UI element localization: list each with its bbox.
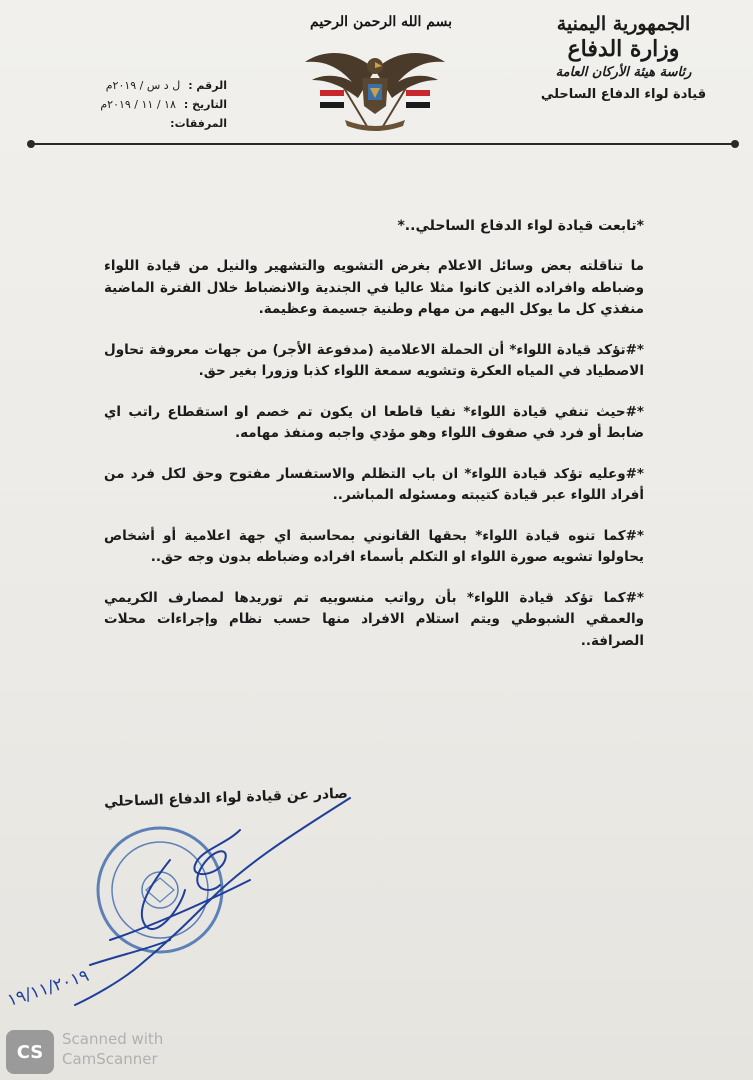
org-general-staff: رئاسة هيئة الأركان العامة xyxy=(555,65,692,80)
paragraph-1: ما تناقلته بعض وسائل الاعلام بغرض التشويه والتشهير والنيل من قيادة اللواء وضباطه وافراده الذين كانوا مثلا عاليا في الجندية والانضباط خلال الفترة الماضية منفذي كل ما يوكل اليهم من مهام وطنية جسيمة وعظيمة. xyxy=(104,258,644,317)
yemen-eagle-emblem xyxy=(300,40,450,136)
org-republic-name: الجمهورية اليمنية xyxy=(556,13,691,35)
paragraph-6: *#كما تؤكد قيادة اللواء* بأن رواتب منسوبيه تم توريدها لمصارف الكريمي والعمقي الشبوطي ويتم استلام الافراد منها حسب نظام وإجراءات محلات الصرافة.. xyxy=(104,589,644,649)
camscanner-logo-icon: CS xyxy=(6,1030,54,1074)
watermark-line-1: Scanned with xyxy=(62,1030,164,1048)
camscanner-watermark-text xyxy=(62,1029,163,1069)
divider-left-dot xyxy=(27,140,35,148)
paragraph-4: *#وعليه تؤكد قيادة اللواء* ان باب التظلم والاستفسار مفتوح وحق لكل فرد من أفراد اللواء عبر قيادة كتيبته ومسئوله المباشر.. xyxy=(104,465,644,503)
divider-right-dot xyxy=(731,140,739,148)
letter-opening-line: *تابعت قيادة لواء الدفاع الساحلي..* xyxy=(397,218,644,234)
basmala-heading: بسم الله الرحمن الرحيم xyxy=(310,14,452,30)
stamp-and-signature xyxy=(4,790,380,1020)
ref-number-row xyxy=(22,76,227,95)
ref-date-value: ١٨ / ١١ / ٢٠١٩م xyxy=(100,98,176,111)
ref-attachments-row xyxy=(22,114,227,133)
paragraph-3: *#حيث تنفي قيادة اللواء* نفيا قاطعا ان يكون تم خصم او استقطاع راتب اي ضابط أو فرد في صفوف اللواء وهو مؤدي واجبه ومنفذ مهامه. xyxy=(104,403,644,441)
watermark-line-2: CamScanner xyxy=(62,1050,158,1068)
paragraph-5: *#كما تنوه قيادة اللواء* بحقها القانوني بمحاسبة اي جهة اعلامية أو أشخاص يحاولوا تشويه صورة اللواء او التكلم بأسماء افراده وضباطه بدون وجه حق.. xyxy=(104,527,644,565)
ref-date-row xyxy=(22,95,227,114)
org-ministry-name: وزارة الدفاع xyxy=(567,36,680,62)
org-brigade-command: قيادة لواء الدفاع الساحلي xyxy=(540,87,707,102)
ref-date-label: التاريخ : xyxy=(183,98,227,111)
ref-number-label: الرقم : xyxy=(188,79,227,92)
ref-number-value: ل د س / ٢٠١٩م xyxy=(105,79,181,92)
letter-body xyxy=(104,218,644,671)
reference-block xyxy=(22,76,227,133)
header-divider xyxy=(30,143,738,145)
paragraph-2: *#تؤكد قيادة اللواء* أن الحملة الاعلامية (مدفوعة الأجر) من جهات معروفة تحاول الاصطياد في المياه العكرة وتشويه سمعة اللواء كذبا وزورا بغير حق. xyxy=(104,341,644,379)
signature-strokes xyxy=(75,798,350,1005)
handwritten-date: ١٩/١١/٢٠١٩ xyxy=(4,965,92,1011)
issued-by-line: صادر عن قيادة لواء الدفاع الساحلي xyxy=(103,785,349,811)
organization-header xyxy=(516,12,731,106)
ref-attachments-label: المرفقات: xyxy=(170,117,227,130)
